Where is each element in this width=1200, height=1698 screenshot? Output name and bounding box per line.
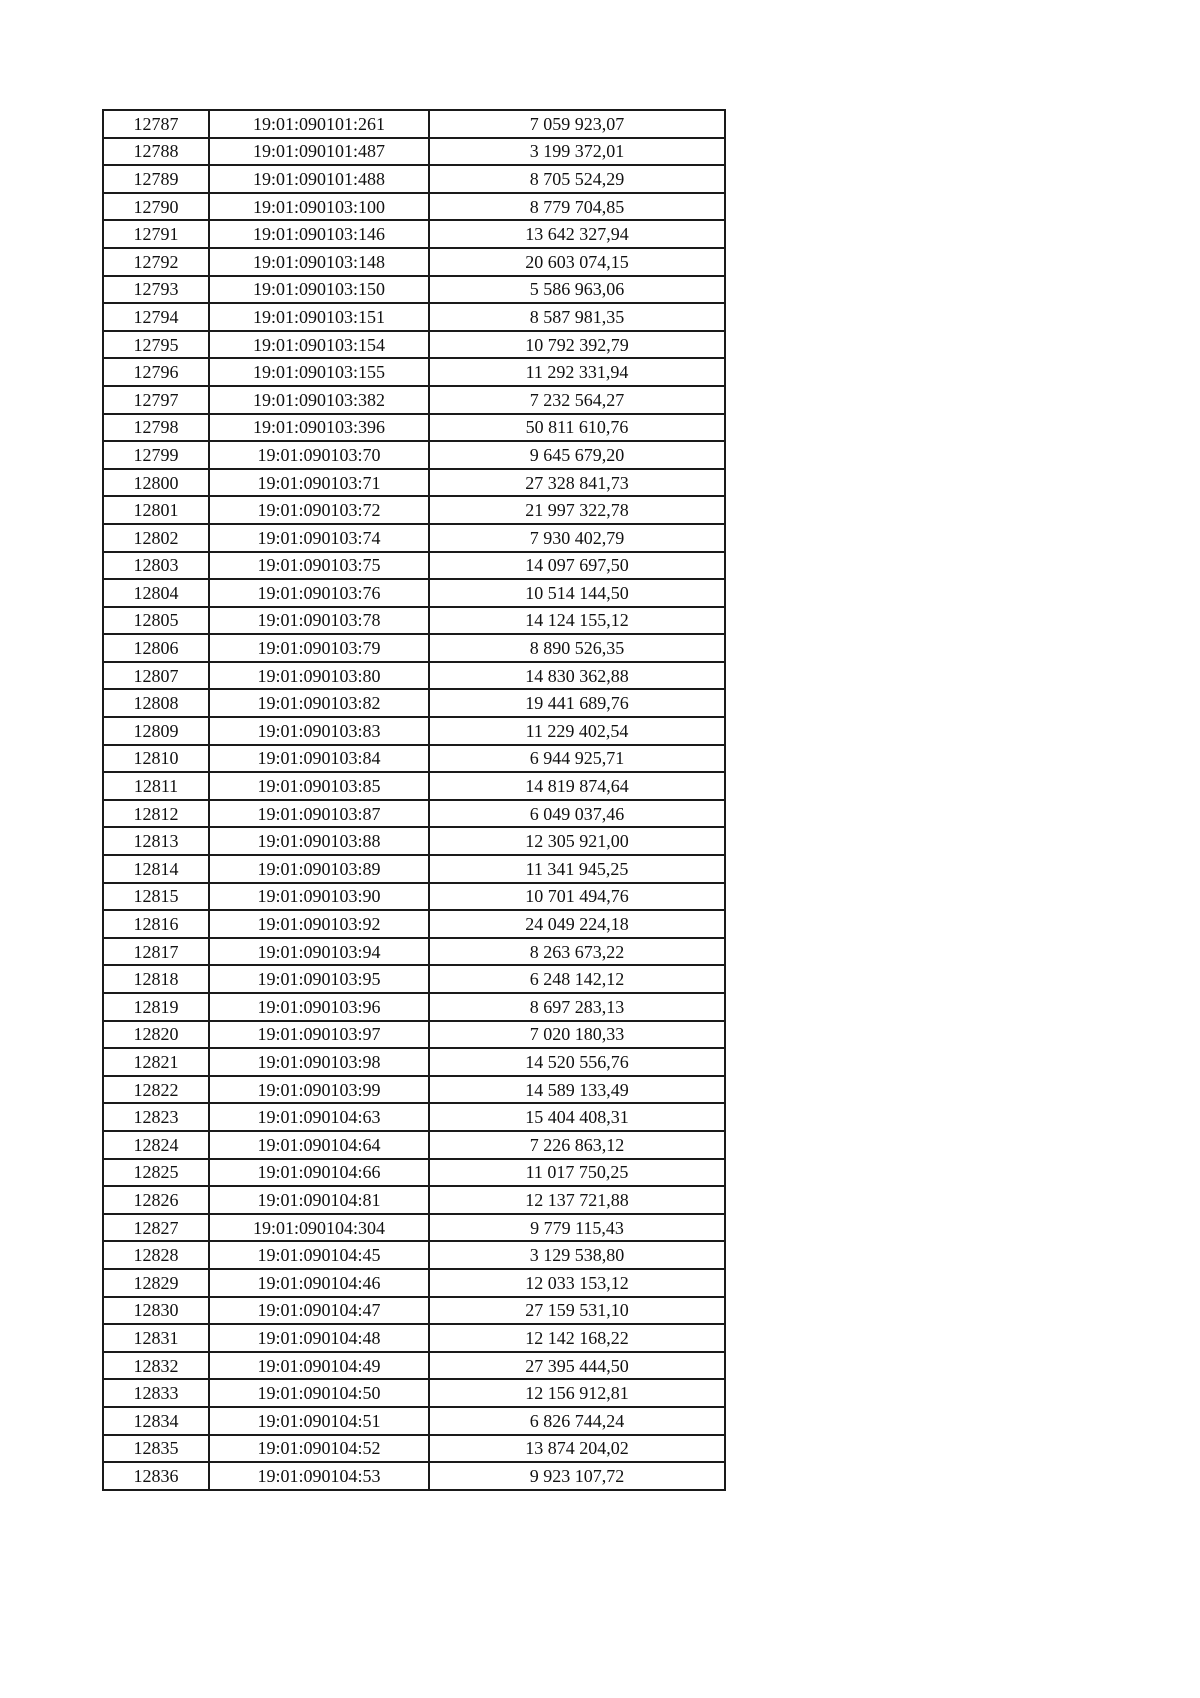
cadastral-value-cell: 3 129 538,80 bbox=[429, 1241, 725, 1269]
cadastral-number-cell: 19:01:090103:84 bbox=[209, 745, 429, 773]
cadastral-value-cell: 8 890 526,35 bbox=[429, 634, 725, 662]
row-number-cell: 12832 bbox=[103, 1352, 209, 1380]
cadastral-value-cell: 27 159 531,10 bbox=[429, 1297, 725, 1325]
row-number-cell: 12789 bbox=[103, 165, 209, 193]
table-row bbox=[103, 276, 725, 304]
row-number-cell: 12824 bbox=[103, 1131, 209, 1159]
cadastral-value-cell: 12 137 721,88 bbox=[429, 1186, 725, 1214]
cadastral-number-cell: 19:01:090101:261 bbox=[209, 110, 429, 138]
cadastral-value-cell: 8 263 673,22 bbox=[429, 938, 725, 966]
table-row bbox=[103, 607, 725, 635]
cadastral-value-cell: 8 705 524,29 bbox=[429, 165, 725, 193]
cadastral-number-cell: 19:01:090103:78 bbox=[209, 607, 429, 635]
table-row bbox=[103, 800, 725, 828]
row-number-cell: 12823 bbox=[103, 1103, 209, 1131]
cadastral-number-cell: 19:01:090104:63 bbox=[209, 1103, 429, 1131]
cadastral-number-cell: 19:01:090103:148 bbox=[209, 248, 429, 276]
table-row bbox=[103, 331, 725, 359]
cadastral-value-cell: 8 779 704,85 bbox=[429, 193, 725, 221]
cadastral-value-cell: 11 017 750,25 bbox=[429, 1159, 725, 1187]
row-number-cell: 12829 bbox=[103, 1269, 209, 1297]
table-row bbox=[103, 1048, 725, 1076]
row-number-cell: 12821 bbox=[103, 1048, 209, 1076]
table-body bbox=[103, 110, 725, 1490]
cadastral-number-cell: 19:01:090103:85 bbox=[209, 772, 429, 800]
cadastral-number-cell: 19:01:090103:97 bbox=[209, 1021, 429, 1049]
table-row bbox=[103, 1435, 725, 1463]
cadastral-value-cell: 6 826 744,24 bbox=[429, 1407, 725, 1435]
cadastral-value-cell: 10 701 494,76 bbox=[429, 883, 725, 911]
cadastral-number-cell: 19:01:090103:75 bbox=[209, 552, 429, 580]
table-row bbox=[103, 1269, 725, 1297]
table-row bbox=[103, 662, 725, 690]
row-number-cell: 12836 bbox=[103, 1462, 209, 1490]
table-row bbox=[103, 414, 725, 442]
table-row bbox=[103, 1076, 725, 1104]
cadastral-value-cell: 14 097 697,50 bbox=[429, 552, 725, 580]
row-number-cell: 12835 bbox=[103, 1435, 209, 1463]
table-row bbox=[103, 827, 725, 855]
cadastral-value-cell: 9 645 679,20 bbox=[429, 441, 725, 469]
cadastral-value-cell: 7 226 863,12 bbox=[429, 1131, 725, 1159]
cadastral-value-cell: 20 603 074,15 bbox=[429, 248, 725, 276]
cadastral-number-cell: 19:01:090104:64 bbox=[209, 1131, 429, 1159]
table-row bbox=[103, 552, 725, 580]
row-number-cell: 12812 bbox=[103, 800, 209, 828]
cadastral-value-cell: 9 779 115,43 bbox=[429, 1214, 725, 1242]
cadastral-number-cell: 19:01:090103:76 bbox=[209, 579, 429, 607]
row-number-cell: 12807 bbox=[103, 662, 209, 690]
row-number-cell: 12825 bbox=[103, 1159, 209, 1187]
cadastral-number-cell: 19:01:090101:488 bbox=[209, 165, 429, 193]
cadastral-value-cell: 15 404 408,31 bbox=[429, 1103, 725, 1131]
cadastral-number-cell: 19:01:090103:98 bbox=[209, 1048, 429, 1076]
table-row bbox=[103, 855, 725, 883]
row-number-cell: 12800 bbox=[103, 469, 209, 497]
table-row bbox=[103, 248, 725, 276]
table-row bbox=[103, 1462, 725, 1490]
cadastral-value-cell: 19 441 689,76 bbox=[429, 689, 725, 717]
cadastral-number-cell: 19:01:090103:88 bbox=[209, 827, 429, 855]
cadastral-value-cell: 27 395 444,50 bbox=[429, 1352, 725, 1380]
cadastral-value-cell: 11 341 945,25 bbox=[429, 855, 725, 883]
row-number-cell: 12787 bbox=[103, 110, 209, 138]
row-number-cell: 12813 bbox=[103, 827, 209, 855]
table-row bbox=[103, 689, 725, 717]
cadastral-number-cell: 19:01:090103:72 bbox=[209, 496, 429, 524]
cadastral-number-cell: 19:01:090103:89 bbox=[209, 855, 429, 883]
cadastral-number-cell: 19:01:090103:146 bbox=[209, 220, 429, 248]
cadastral-value-cell: 6 049 037,46 bbox=[429, 800, 725, 828]
row-number-cell: 12788 bbox=[103, 138, 209, 166]
table-row bbox=[103, 579, 725, 607]
cadastral-number-cell: 19:01:090103:79 bbox=[209, 634, 429, 662]
cadastral-value-cell: 7 232 564,27 bbox=[429, 386, 725, 414]
table-row bbox=[103, 717, 725, 745]
cadastral-number-cell: 19:01:090103:154 bbox=[209, 331, 429, 359]
row-number-cell: 12814 bbox=[103, 855, 209, 883]
cadastral-value-cell: 13 874 204,02 bbox=[429, 1435, 725, 1463]
cadastral-value-cell: 12 305 921,00 bbox=[429, 827, 725, 855]
cadastral-value-cell: 7 020 180,33 bbox=[429, 1021, 725, 1049]
cadastral-number-cell: 19:01:090103:90 bbox=[209, 883, 429, 911]
cadastral-number-cell: 19:01:090103:82 bbox=[209, 689, 429, 717]
table-row bbox=[103, 193, 725, 221]
table-row bbox=[103, 1324, 725, 1352]
cadastral-number-cell: 19:01:090103:92 bbox=[209, 910, 429, 938]
cadastral-number-cell: 19:01:090103:71 bbox=[209, 469, 429, 497]
row-number-cell: 12816 bbox=[103, 910, 209, 938]
cadastral-value-cell: 3 199 372,01 bbox=[429, 138, 725, 166]
cadastral-number-cell: 19:01:090104:46 bbox=[209, 1269, 429, 1297]
row-number-cell: 12796 bbox=[103, 358, 209, 386]
cadastral-value-cell: 21 997 322,78 bbox=[429, 496, 725, 524]
cadastral-number-cell: 19:01:090104:52 bbox=[209, 1435, 429, 1463]
row-number-cell: 12795 bbox=[103, 331, 209, 359]
cadastral-value-cell: 12 142 168,22 bbox=[429, 1324, 725, 1352]
table-row bbox=[103, 965, 725, 993]
row-number-cell: 12826 bbox=[103, 1186, 209, 1214]
cadastral-number-cell: 19:01:090103:396 bbox=[209, 414, 429, 442]
cadastral-number-cell: 19:01:090103:382 bbox=[209, 386, 429, 414]
cadastral-value-cell: 14 589 133,49 bbox=[429, 1076, 725, 1104]
row-number-cell: 12802 bbox=[103, 524, 209, 552]
row-number-cell: 12810 bbox=[103, 745, 209, 773]
row-number-cell: 12803 bbox=[103, 552, 209, 580]
table-row bbox=[103, 441, 725, 469]
row-number-cell: 12827 bbox=[103, 1214, 209, 1242]
cadastral-value-cell: 6 248 142,12 bbox=[429, 965, 725, 993]
table-row bbox=[103, 1297, 725, 1325]
cadastral-number-cell: 19:01:090103:87 bbox=[209, 800, 429, 828]
row-number-cell: 12818 bbox=[103, 965, 209, 993]
table-row bbox=[103, 386, 725, 414]
table-row bbox=[103, 993, 725, 1021]
cadastral-number-cell: 19:01:090103:151 bbox=[209, 303, 429, 331]
table-row bbox=[103, 745, 725, 773]
row-number-cell: 12833 bbox=[103, 1379, 209, 1407]
cadastral-number-cell: 19:01:090103:70 bbox=[209, 441, 429, 469]
cadastral-value-cell: 14 830 362,88 bbox=[429, 662, 725, 690]
cadastral-value-cell: 8 697 283,13 bbox=[429, 993, 725, 1021]
cadastral-value-cell: 11 292 331,94 bbox=[429, 358, 725, 386]
cadastral-number-cell: 19:01:090103:99 bbox=[209, 1076, 429, 1104]
cadastral-number-cell: 19:01:090103:83 bbox=[209, 717, 429, 745]
table-row bbox=[103, 1379, 725, 1407]
table-row bbox=[103, 1103, 725, 1131]
table-row bbox=[103, 220, 725, 248]
row-number-cell: 12819 bbox=[103, 993, 209, 1021]
cadastral-number-cell: 19:01:090104:50 bbox=[209, 1379, 429, 1407]
table-row bbox=[103, 469, 725, 497]
cadastral-value-cell: 50 811 610,76 bbox=[429, 414, 725, 442]
row-number-cell: 12828 bbox=[103, 1241, 209, 1269]
row-number-cell: 12792 bbox=[103, 248, 209, 276]
row-number-cell: 12806 bbox=[103, 634, 209, 662]
row-number-cell: 12794 bbox=[103, 303, 209, 331]
cadastral-number-cell: 19:01:090103:155 bbox=[209, 358, 429, 386]
cadastral-number-cell: 19:01:090103:94 bbox=[209, 938, 429, 966]
row-number-cell: 12830 bbox=[103, 1297, 209, 1325]
cadastral-number-cell: 19:01:090103:80 bbox=[209, 662, 429, 690]
table-row bbox=[103, 524, 725, 552]
row-number-cell: 12798 bbox=[103, 414, 209, 442]
cadastral-value-cell: 9 923 107,72 bbox=[429, 1462, 725, 1490]
cadastral-number-cell: 19:01:090104:49 bbox=[209, 1352, 429, 1380]
cadastral-value-cell: 7 930 402,79 bbox=[429, 524, 725, 552]
cadastral-number-cell: 19:01:090104:81 bbox=[209, 1186, 429, 1214]
row-number-cell: 12822 bbox=[103, 1076, 209, 1104]
row-number-cell: 12797 bbox=[103, 386, 209, 414]
cadastral-number-cell: 19:01:090104:66 bbox=[209, 1159, 429, 1187]
cadastral-number-cell: 19:01:090104:47 bbox=[209, 1297, 429, 1325]
table-row bbox=[103, 938, 725, 966]
row-number-cell: 12820 bbox=[103, 1021, 209, 1049]
row-number-cell: 12801 bbox=[103, 496, 209, 524]
table-row bbox=[103, 1214, 725, 1242]
cadastral-value-cell: 12 156 912,81 bbox=[429, 1379, 725, 1407]
cadastral-value-cell: 24 049 224,18 bbox=[429, 910, 725, 938]
row-number-cell: 12790 bbox=[103, 193, 209, 221]
cadastral-number-cell: 19:01:090104:45 bbox=[209, 1241, 429, 1269]
cadastral-number-cell: 19:01:090101:487 bbox=[209, 138, 429, 166]
cadastral-value-cell: 14 819 874,64 bbox=[429, 772, 725, 800]
row-number-cell: 12817 bbox=[103, 938, 209, 966]
row-number-cell: 12808 bbox=[103, 689, 209, 717]
cadastral-number-cell: 19:01:090103:74 bbox=[209, 524, 429, 552]
row-number-cell: 12804 bbox=[103, 579, 209, 607]
cadastral-value-cell: 14 124 155,12 bbox=[429, 607, 725, 635]
cadastral-value-cell: 12 033 153,12 bbox=[429, 1269, 725, 1297]
table-row bbox=[103, 496, 725, 524]
table-row bbox=[103, 910, 725, 938]
cadastral-number-cell: 19:01:090103:95 bbox=[209, 965, 429, 993]
row-number-cell: 12799 bbox=[103, 441, 209, 469]
table-row bbox=[103, 303, 725, 331]
row-number-cell: 12834 bbox=[103, 1407, 209, 1435]
cadastral-number-cell: 19:01:090104:304 bbox=[209, 1214, 429, 1242]
row-number-cell: 12791 bbox=[103, 220, 209, 248]
cadastral-number-cell: 19:01:090104:53 bbox=[209, 1462, 429, 1490]
cadastral-number-cell: 19:01:090103:100 bbox=[209, 193, 429, 221]
row-number-cell: 12831 bbox=[103, 1324, 209, 1352]
row-number-cell: 12805 bbox=[103, 607, 209, 635]
row-number-cell: 12815 bbox=[103, 883, 209, 911]
cadastral-value-cell: 27 328 841,73 bbox=[429, 469, 725, 497]
table-row bbox=[103, 1352, 725, 1380]
cadastral-value-cell: 11 229 402,54 bbox=[429, 717, 725, 745]
table-row bbox=[103, 165, 725, 193]
table-row bbox=[103, 883, 725, 911]
table-row bbox=[103, 110, 725, 138]
cadastral-value-cell: 13 642 327,94 bbox=[429, 220, 725, 248]
table-row bbox=[103, 1131, 725, 1159]
cadastral-number-cell: 19:01:090104:48 bbox=[209, 1324, 429, 1352]
table-row bbox=[103, 1407, 725, 1435]
cadastral-value-cell: 7 059 923,07 bbox=[429, 110, 725, 138]
table-row bbox=[103, 634, 725, 662]
table-row bbox=[103, 772, 725, 800]
cadastral-value-cell: 10 792 392,79 bbox=[429, 331, 725, 359]
cadastral-value-table bbox=[102, 109, 726, 1491]
table-row bbox=[103, 138, 725, 166]
cadastral-number-cell: 19:01:090103:96 bbox=[209, 993, 429, 1021]
table-row bbox=[103, 1159, 725, 1187]
row-number-cell: 12793 bbox=[103, 276, 209, 304]
cadastral-value-cell: 10 514 144,50 bbox=[429, 579, 725, 607]
row-number-cell: 12811 bbox=[103, 772, 209, 800]
table-row bbox=[103, 358, 725, 386]
cadastral-value-cell: 14 520 556,76 bbox=[429, 1048, 725, 1076]
table-row bbox=[103, 1021, 725, 1049]
cadastral-value-cell: 6 944 925,71 bbox=[429, 745, 725, 773]
table-row bbox=[103, 1186, 725, 1214]
cadastral-value-cell: 8 587 981,35 bbox=[429, 303, 725, 331]
cadastral-number-cell: 19:01:090103:150 bbox=[209, 276, 429, 304]
row-number-cell: 12809 bbox=[103, 717, 209, 745]
table-row bbox=[103, 1241, 725, 1269]
cadastral-value-cell: 5 586 963,06 bbox=[429, 276, 725, 304]
cadastral-number-cell: 19:01:090104:51 bbox=[209, 1407, 429, 1435]
